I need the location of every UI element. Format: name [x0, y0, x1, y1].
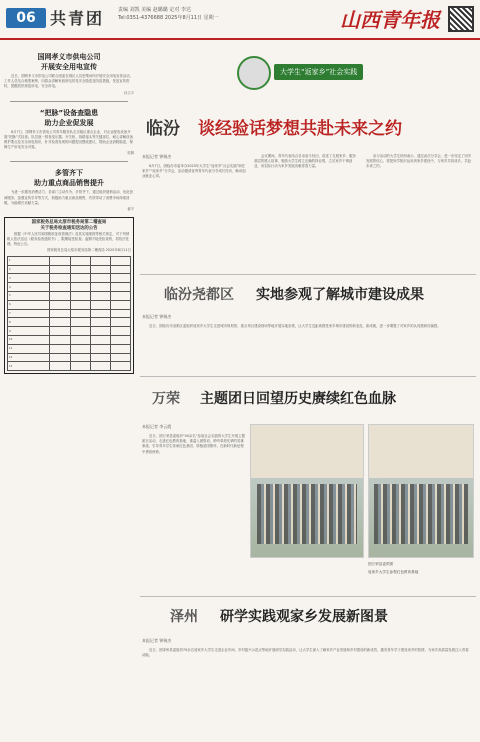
left-column [4, 48, 134, 738]
article-2-title [4, 108, 134, 128]
masthead [0, 0, 480, 40]
notice-table-cell: 11 [8, 344, 50, 353]
notice-body: 根据《中华人民共和国税收征收管理法》及其实施细则等相关规定，对下列纳税人依法送达《税务检查通知书》，限期接受检查。逾期不接受检查的，将依法处理。特此公告。 [7, 232, 130, 247]
notice-table-row [8, 353, 131, 362]
notice-table [7, 256, 131, 371]
notice-table-cell [110, 300, 130, 309]
notice-table-row [8, 327, 131, 336]
article-1-body: 近日，国网孝义市供电公司联合团委在城区人员密集场所开展安全用电宣传活动，工作人员结合典型案例，向群众讲解家庭用电常见安全隐患及防范措施，发放宣传资料，提醒居民规范用电、安全用电。 [4, 74, 134, 89]
notice-table-row [8, 344, 131, 353]
headline-3-city: 万荣 [152, 391, 180, 407]
headline-1-city: 临汾 [146, 119, 180, 139]
notice-table-cell [50, 327, 70, 336]
notice-title-line2: 关于税务检查通知送达的公告 [40, 226, 98, 232]
emblem-icon [237, 56, 271, 90]
notice-table-cell [90, 256, 110, 265]
photo-wall [369, 425, 473, 478]
notice-table-cell [70, 256, 90, 265]
article-3-byline: 翟平 [127, 207, 134, 212]
notice-table-cell [50, 256, 70, 265]
notice-table-cell: 7 [8, 309, 50, 318]
main-area [140, 48, 476, 738]
photo-people [257, 484, 358, 543]
contact-date-line: Tel:0351-4376688 2025年8月11日 星期一 [118, 15, 219, 21]
header-meta [118, 6, 219, 22]
reporter-3: 本报记者 李云霞 [142, 424, 172, 429]
notice-table-cell [70, 274, 90, 283]
article-c-body: 近日，团万荣县委组织“40余名”参加社会实践的大学生开展主题团日活动，走进红色教育基地，重温入团誓词，聆听革命先辈的英雄事迹，引导青年学生传承红色基因，厚植爱国情怀，在新时代新征程中勇担使命。 [142, 434, 245, 454]
notice-table-cell [90, 274, 110, 283]
article-a-col2: 会议期间，青年代表结合自身奋斗经历，讲述了扎根家乡、服务基层的感人故事，勉励大学生树立正确的择业观，立足家乡干事创业，用实际行动为家乡发展贡献青春力量。 [254, 154, 356, 169]
notice-table-row [8, 300, 131, 309]
page-number: 06 [6, 8, 46, 28]
article-b-body: 近日，团临汾市尧都区委组织返家乡大学生走进城市规划馆、重点项目建设现场等地开展实地参观，让大学生近距离感受家乡城市建设的新变化、新成就，进一步增强了对家乡的认同感和归属感。 [149, 324, 441, 328]
notice-table-cell [110, 362, 130, 371]
photo-wall [251, 425, 363, 478]
notice-table-cell: 6 [8, 300, 50, 309]
article-2-byline: 郭佩 [127, 151, 134, 156]
notice-table-cell [50, 274, 70, 283]
notice-table-cell: 5 [8, 292, 50, 301]
notice-table-cell [50, 353, 70, 362]
headline-1: 谈经验话梦想共赴未来之约 [198, 119, 402, 139]
notice-title-line1: 国家税务总局太原市税务局第二稽查局 [31, 220, 107, 226]
headline-2-city: 临汾尧都区 [164, 287, 234, 303]
reporter-4: 本报记者 钟瑞杰 [142, 638, 172, 643]
notice-table-cell [110, 318, 130, 327]
notice-table-cell [90, 362, 110, 371]
article-d-body: 近日，团泽州县委组织70余名返家乡大学生走进企业车间、乡村振兴示范点等地开展研学实践活动，让大学生深入了解家乡产业发展和乡村建设的新成效，激发青年学子建设家乡的热情，为家乡高质量发展注入青春动能。 [142, 648, 469, 658]
photo-people [374, 484, 468, 543]
notice-table-cell [50, 292, 70, 301]
divider [10, 161, 128, 162]
article-3-title [4, 168, 134, 188]
notice-table-cell [70, 283, 90, 292]
notice-table-cell [70, 327, 90, 336]
notice-table-cell [70, 300, 90, 309]
section-title: 共青团 [50, 9, 105, 28]
notice-table-cell [90, 309, 110, 318]
notice-table-cell [110, 292, 130, 301]
article-3-body: 为进一步激发消费活力，各部门主动作为、多管齐下，通过组织展销活动、优化营商服务、加强宣传引导等方式，积极助力重点商品销售，有效带动了消费市场持续回暖，为稳增长贡献力量。 [4, 190, 134, 205]
notice-table-cell: 13 [8, 362, 50, 371]
article-3-title-line2: 助力重点商品销售提升 [34, 179, 104, 188]
notice-table-cell [110, 256, 130, 265]
notice-table-cell [50, 318, 70, 327]
notice-table-cell [90, 265, 110, 274]
notice-table-cell [110, 336, 130, 345]
notice-table-row [8, 256, 131, 265]
notice-table-cell: 3 [8, 274, 50, 283]
divider [140, 274, 476, 275]
headline-4-city: 泽州 [170, 609, 198, 625]
reporter-2: 本报记者 钟瑞杰 [142, 314, 172, 319]
article-2-body: 8月7日，国网孝义市供电公司青年服务队走访辖区重点企业，对企业配电设备开展“把脉”式检查。队员逐一排查变压器、开关柜、线路接头等关键部位，耐心讲解设备维护要点及安全用电知识，针对检查发现的问题提出整改建议，帮助企业消除隐患，保障生产用电安全可靠。 [4, 129, 133, 150]
notice-table-row [8, 309, 131, 318]
notice-table-cell [50, 283, 70, 292]
notice-table-cell: 1 [8, 256, 50, 265]
notice-table-cell [70, 344, 90, 353]
notice-table-cell [70, 309, 90, 318]
divider [10, 101, 128, 102]
editor-line: 责编 刘凯 美编 赵璐璐 定对 李达 [118, 7, 191, 13]
notice-table-cell [110, 283, 130, 292]
notice-table-cell [110, 327, 130, 336]
notice-table-cell [90, 292, 110, 301]
notice-table-row [8, 362, 131, 371]
tax-notice [4, 217, 134, 374]
article-3-title-line1: 多管齐下 [55, 169, 83, 178]
notice-table-cell [110, 274, 130, 283]
notice-signature: 国家税务总局太原市税务局第二稽查局 2025年8月11日 [47, 247, 131, 252]
reporter-1: 本报记者 钟瑞杰 [142, 154, 172, 159]
newspaper-logo: 山西青年报 [340, 8, 440, 32]
notice-table-row [8, 274, 131, 283]
qr-code [448, 6, 474, 32]
notice-table-row [8, 283, 131, 292]
notice-table-cell [70, 318, 90, 327]
notice-table-cell: 2 [8, 265, 50, 274]
notice-table-cell [90, 336, 110, 345]
notice-table-cell: 10 [8, 336, 50, 345]
notice-table-cell [70, 292, 90, 301]
article-1-title-line2: 开展安全用电宣传 [41, 63, 97, 71]
article-2-title-line2: 助力企业促发展 [44, 118, 94, 127]
notice-table-cell: 9 [8, 327, 50, 336]
notice-table-cell: 8 [8, 318, 50, 327]
article-1-title-line1: 国网孝义市供电公司 [37, 53, 101, 61]
notice-table-row [8, 265, 131, 274]
feature-ribbon: 大学生“返家乡”社会实践 [274, 64, 363, 80]
photo-group [368, 424, 474, 558]
notice-table-cell [110, 344, 130, 353]
notice-table-cell: 12 [8, 353, 50, 362]
article-a-col1: 8月7日，团临汾市委举办2025年大学生“返家乡”社会实践“职在家乡”“返家乡”分享会，活动邀请优秀青年代表分享成长经历，畅谈创业就业心得。 [142, 164, 246, 179]
photo-caption: 返家乡大学生参观红色教育基地 [368, 570, 419, 574]
notice-table-cell [90, 353, 110, 362]
notice-table-cell [70, 265, 90, 274]
divider [140, 376, 476, 377]
divider [140, 596, 476, 597]
headline-4: 研学实践观家乡发展新图景 [220, 609, 388, 625]
notice-table-cell: 4 [8, 283, 50, 292]
notice-table-cell [90, 327, 110, 336]
article-a-col3: 参与活动的大学生纷纷表示，通过此次分享会，进一步坚定了回乡发展的信心，将把所学知识运用到家乡建设中，与家乡共同成长、共赴未来之约。 [366, 154, 472, 169]
notice-table-cell [110, 265, 130, 274]
notice-table-cell [70, 336, 90, 345]
notice-table-cell [90, 300, 110, 309]
photo-credit: 团万荣县委供图 [368, 562, 394, 566]
feature-banner [140, 48, 476, 148]
article-1-byline: 孙文平 [123, 90, 134, 95]
notice-table-cell [90, 344, 110, 353]
notice-table-row [8, 336, 131, 345]
article-1-title [4, 52, 134, 72]
notice-table-cell [50, 300, 70, 309]
notice-table-row [8, 318, 131, 327]
notice-table-cell [90, 318, 110, 327]
photo-red-base-visit [250, 424, 364, 558]
notice-table-cell [50, 336, 70, 345]
notice-table-cell [90, 283, 110, 292]
notice-table-cell [50, 309, 70, 318]
notice-table-cell [110, 353, 130, 362]
notice-table-cell [50, 344, 70, 353]
notice-table-cell [70, 353, 90, 362]
article-2-title-line1: “把脉”设备查隐患 [39, 108, 99, 117]
notice-table-row [8, 292, 131, 301]
headline-2: 实地参观了解城市建设成果 [256, 287, 424, 303]
notice-table-cell [50, 362, 70, 371]
notice-table-cell [70, 362, 90, 371]
headline-3: 主题团日回望历史赓续红色血脉 [200, 391, 396, 407]
notice-table-cell [110, 309, 130, 318]
notice-table-cell [50, 265, 70, 274]
